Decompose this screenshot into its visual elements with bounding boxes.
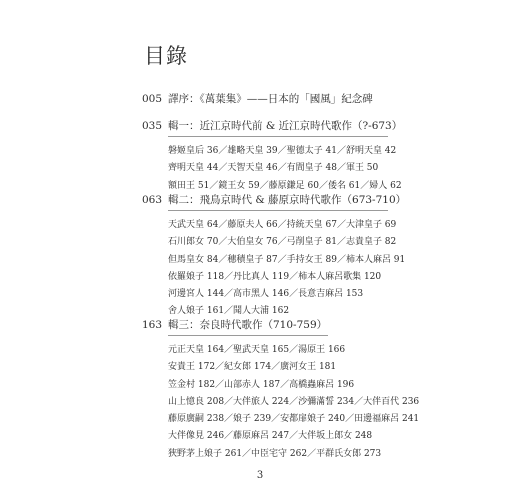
toc-entry-line: 額田王 51／鏡王女 59／藤原鎌足 60／倭名 61／婦人 62 bbox=[168, 180, 402, 191]
section-entries bbox=[168, 143, 502, 195]
section-title: 譯序：《萬葉集》——日本的「國風」紀念碑 bbox=[168, 93, 373, 105]
toc-entry-line: 但馬皇女 84／穗積皇子 87／手持女王 89／柿本人麻呂 91 bbox=[168, 254, 406, 265]
toc-entry-line: 大伴像見 246／藤原麻呂 247／大伴坂上郎女 248 bbox=[168, 431, 373, 442]
section-heading[interactable] bbox=[142, 117, 502, 135]
section-divider bbox=[168, 335, 328, 336]
page-number: 3 bbox=[256, 470, 264, 481]
toc-entry-line: 依羅娘子 118／丹比真人 119／柿本人麻呂歌集 120 bbox=[168, 271, 382, 282]
toc-entry-line: 藤原廣嗣 238／娘子 239／安都扉娘子 240／田邊福麻呂 241 bbox=[168, 414, 420, 425]
toc-section-2 bbox=[142, 191, 502, 321]
toc-entry-line: 天武天皇 64／藤原夫人 66／持統天皇 67／大津皇子 69 bbox=[168, 220, 397, 230]
toc-section-1 bbox=[142, 117, 502, 195]
section-title: 輯二：飛鳥京時代 & 藤原京時代歌作（673-710） bbox=[168, 194, 407, 206]
toc-entry-line: 元正天皇 164／聖武天皇 165／湯原王 166 bbox=[168, 345, 346, 355]
page-title: 目錄 bbox=[144, 44, 188, 68]
section-title: 輯一：近江京時代前 & 近江京時代歌作（?-673） bbox=[168, 120, 403, 132]
toc-entry-line: 河邊宮人 144／高市黑人 146／長意吉麻呂 153 bbox=[168, 289, 364, 300]
toc-entry-line: 舍人娘子 161／聞人大浦 162 bbox=[168, 306, 290, 317]
section-entries bbox=[168, 217, 502, 321]
section-heading[interactable] bbox=[142, 191, 502, 209]
section-entries bbox=[168, 342, 502, 463]
section-heading[interactable] bbox=[142, 90, 502, 108]
section-page-number: 063 bbox=[142, 194, 163, 206]
toc-entry-line: 石川郎女 70／大伯皇女 76／弓削皇子 81／志貴皇子 82 bbox=[168, 237, 397, 248]
toc-entry-line: 山上憶良 208／大伴旅人 224／沙彌滿誓 234／大伴百代 236 bbox=[168, 396, 420, 407]
toc-section-3 bbox=[142, 316, 502, 463]
toc-entry-line: 狹野茅上娘子 261／中臣宅守 262／平群氏女郎 273 bbox=[168, 448, 382, 459]
section-page-number: 035 bbox=[142, 120, 163, 132]
section-title: 輯三：奈良時代歌作（710-759） bbox=[168, 319, 328, 331]
section-page-number: 005 bbox=[142, 93, 163, 105]
toc-entry-line: 笠金村 182／山部赤人 187／高橋蟲麻呂 196 bbox=[168, 379, 355, 390]
section-heading[interactable] bbox=[142, 316, 502, 334]
section-divider bbox=[168, 210, 388, 211]
toc-entry-line: 安貴王 172／紀女郎 174／廣河女王 181 bbox=[168, 362, 337, 373]
toc-entry-line: 磐姬皇后 36／雄略天皇 39／聖德太子 41／舒明天皇 42 bbox=[168, 146, 397, 156]
toc-section-preface bbox=[142, 90, 502, 108]
section-divider bbox=[168, 136, 388, 137]
section-page-number: 163 bbox=[142, 319, 163, 331]
toc-entry-line: 齊明天皇 44／天智天皇 46／有間皇子 48／軍王 50 bbox=[168, 163, 379, 174]
